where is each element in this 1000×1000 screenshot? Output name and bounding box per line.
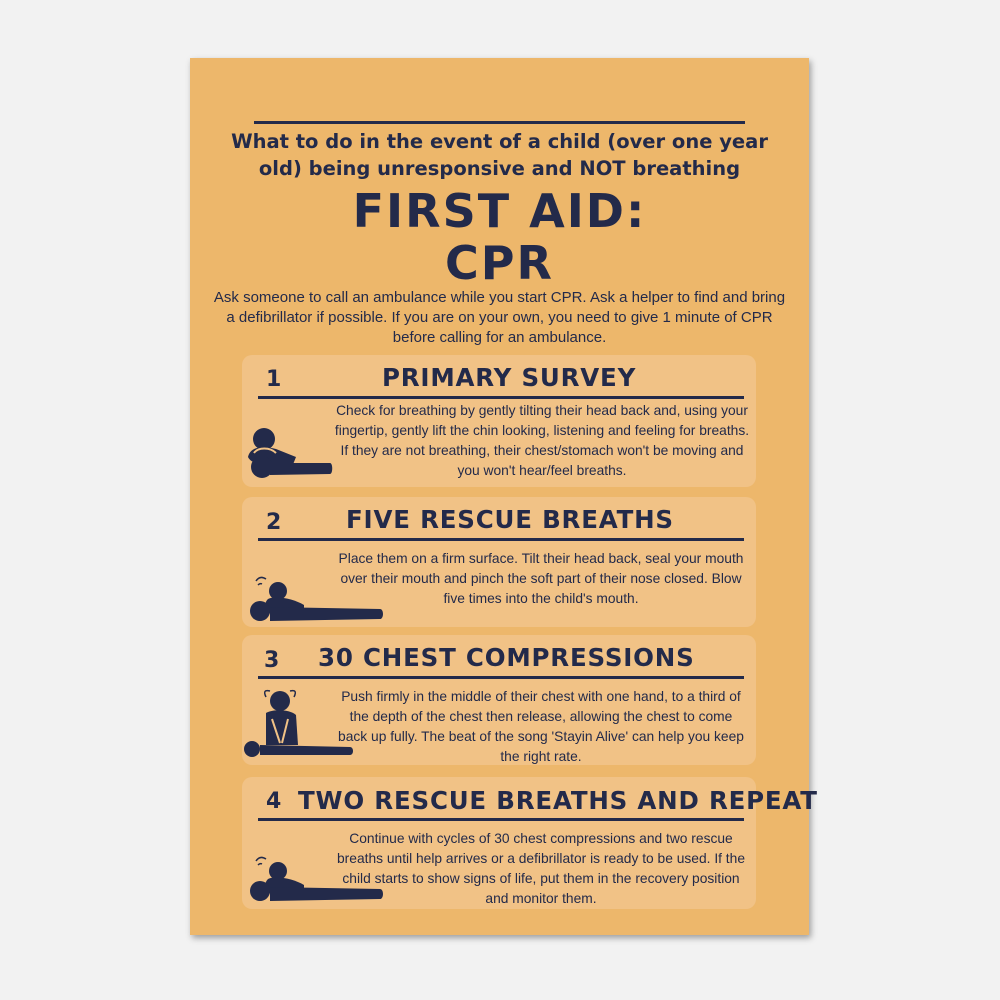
step-panel-3 — [242, 635, 756, 765]
person-giving-chest-compressions-icon — [242, 689, 354, 765]
step-divider — [258, 676, 744, 679]
step-title: 30 CHEST COMPRESSIONS — [318, 643, 695, 672]
step-title: FIVE RESCUE BREATHS — [346, 505, 674, 534]
poster-title-line2: CPR — [445, 236, 554, 290]
step-divider — [258, 396, 744, 399]
person-checking-breathing-icon — [242, 427, 334, 483]
poster-subtitle: What to do in the event of a child (over one year old) being unresponsive and NOT breathing — [231, 130, 768, 180]
poster-title-line1: FIRST AID: — [352, 184, 647, 238]
step-number: 3 — [264, 648, 280, 673]
person-giving-rescue-breaths-icon — [246, 571, 386, 625]
step-number: 4 — [266, 789, 282, 814]
step-description: Push firmly in the middle of their chest with one hand, to a third of the depth of the chest then release, allowing the chest to come back up fully. The beat of the song 'Stayin Alive' can help you keep the right rate. — [338, 689, 744, 764]
step-description: Check for breathing by gently tilting their head back and, using your fingertip, gently lift the chin looking, listening and feeling for breaths. If they are not breathing, their chest/stomach won't be moving and you won't hear/feel breaths. — [334, 403, 750, 478]
step-description: Place them on a firm surface. Tilt their head back, seal your mouth over their mouth and pinch the soft part of their nose closed. Blow five times into the child's mouth. — [338, 551, 744, 606]
step-number: 2 — [266, 510, 282, 535]
step-divider — [258, 538, 744, 541]
step-number: 1 — [266, 367, 282, 392]
step-divider — [258, 818, 744, 821]
step-description: Continue with cycles of 30 chest compressions and two rescue breaths until help arrives or a defibrillator is ready to be used. If the child starts to show signs of life, put them in the recovery position and monitor them. — [337, 831, 745, 906]
step-title: PRIMARY SURVEY — [382, 363, 637, 392]
step-panel-1 — [242, 355, 756, 487]
person-giving-rescue-breaths-icon — [246, 851, 386, 907]
step-panel-4 — [242, 777, 818, 909]
step-title: TWO RESCUE BREATHS AND REPEAT — [298, 786, 818, 815]
cpr-poster — [190, 58, 818, 935]
intro-text: Ask someone to call an ambulance while you start CPR. Ask a helper to find and bring a defibrillator if possible. If you are on your own, you need to give 1 minute of CPR before calling for an ambulance. — [213, 289, 786, 346]
step-panel-2 — [242, 497, 756, 627]
top-divider — [254, 121, 745, 124]
